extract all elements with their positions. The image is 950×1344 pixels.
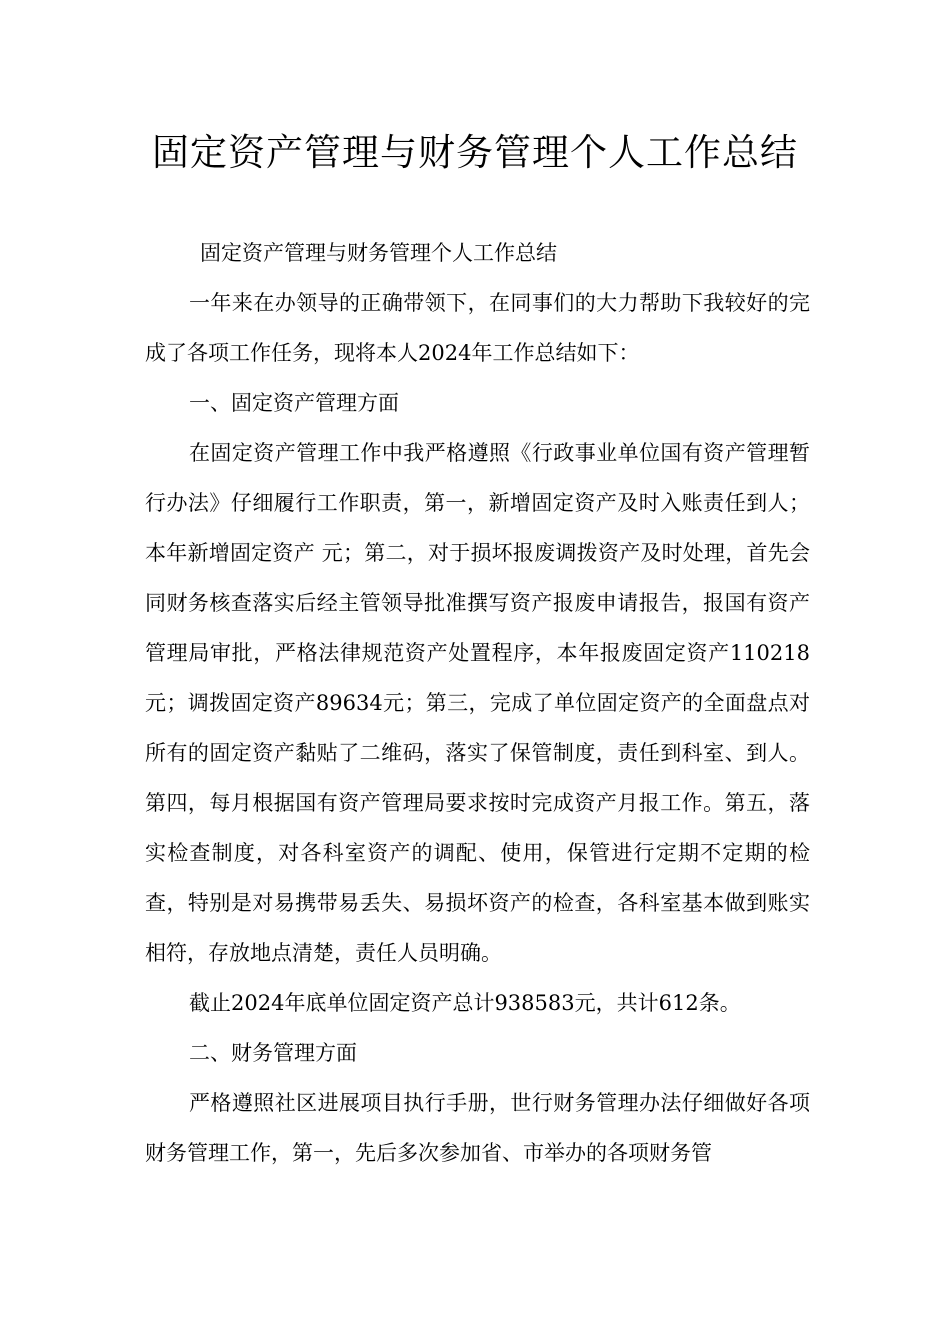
subtitle-paragraph: 固定资产管理与财务管理个人工作总结 <box>200 241 557 265</box>
document-body <box>145 228 810 1178</box>
fixed-assets-paragraph: 在固定资产管理工作中我严格遵照《行政事业单位国有资产管理暂行办法》仔细履行工作职责，第一，新增固定资产及时入账责任到人；本年新增固定资产 元；第二，对于损坏报废调拨资产及时处理，首先会同财务核查落实后经主管领导批准撰写资产报废申请报告，报国有资产管理局审批，严格法律规范资产处置程序，本年报废固定资产110218元；调拨固定资产89634元；第三，完成了单位固定资产的全面盘点对所有的固定资产黏贴了二维码，落实了保管制度，责任到科室、到人。第四，每月根据国有资产管理局要求按时完成资产月报工作。第五，落实检查制度，对各科室资产的调配、使用，保管进行定期不定期的检查，特别是对易携带易丢失、易损坏资产的检查，各科室基本做到账实相符，存放地点清楚，责任人员明确。 <box>145 441 810 965</box>
finance-paragraph: 严格遵照社区进展项目执行手册，世行财务管理办法仔细做好各项财务管理工作，第一，先后多次参加省、市举办的各项财务管 <box>145 1091 810 1165</box>
document-title: 固定资产管理与财务管理个人工作总结 <box>152 131 798 174</box>
section-heading-fixed-assets: 一、固定资产管理方面 <box>189 391 399 415</box>
section-heading-finance: 二、财务管理方面 <box>189 1041 357 1065</box>
asset-total-paragraph: 截止2024年底单位固定资产总计938583元，共计612条。 <box>189 991 741 1015</box>
intro-paragraph: 一年来在办领导的正确带领下，在同事们的大力帮助下我较好的完成了各项工作任务，现将本人2024年工作总结如下： <box>145 291 810 365</box>
